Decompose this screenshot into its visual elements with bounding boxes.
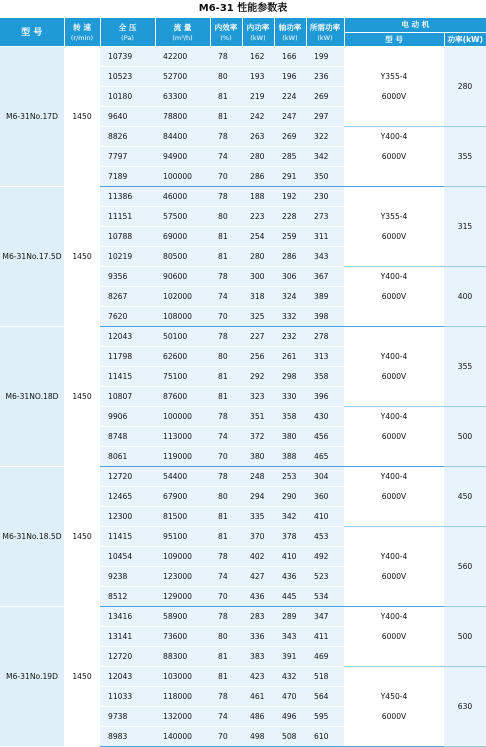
- cell-pressure: 7189: [100, 166, 155, 186]
- cell-inner-power: 436: [242, 586, 274, 606]
- cell-inner-efficiency: 70: [210, 446, 242, 466]
- cell-inner-power: 294: [242, 486, 274, 506]
- cell-required-power: 534: [306, 586, 344, 606]
- cell-flow: 109000: [155, 546, 210, 566]
- cell-inner-efficiency: 74: [210, 426, 242, 446]
- cell-required-power: 396: [306, 386, 344, 406]
- cell-pressure: 8061: [100, 446, 155, 466]
- cell-inner-efficiency: 74: [210, 566, 242, 586]
- cell-inner-efficiency: 81: [210, 246, 242, 266]
- cell-inner-power: 242: [242, 106, 274, 126]
- cell-shaft-power: 445: [274, 586, 306, 606]
- cell-motor-model: 6000V: [344, 486, 444, 506]
- cell-pressure: 12043: [100, 666, 155, 686]
- header-speed: 转 速 (r/min): [64, 18, 100, 46]
- cell-required-power: 199: [306, 46, 344, 66]
- cell-pressure: 11415: [100, 526, 155, 546]
- cell-shaft-power: 291: [274, 166, 306, 186]
- cell-inner-power: 188: [242, 186, 274, 206]
- cell-inner-efficiency: 78: [210, 466, 242, 486]
- cell-flow: 103000: [155, 666, 210, 686]
- cell-inner-power: 263: [242, 126, 274, 146]
- cell-required-power: 273: [306, 206, 344, 226]
- row-speed: 1450: [64, 186, 100, 326]
- cell-flow: 81500: [155, 506, 210, 526]
- cell-shaft-power: 298: [274, 366, 306, 386]
- cell-motor-model: [344, 506, 444, 526]
- cell-inner-efficiency: 78: [210, 266, 242, 286]
- row-speed: 1450: [64, 326, 100, 466]
- cell-shaft-power: 378: [274, 526, 306, 546]
- cell-inner-efficiency: 80: [210, 486, 242, 506]
- cell-inner-power: 383: [242, 646, 274, 666]
- cell-inner-efficiency: 81: [210, 226, 242, 246]
- cell-motor-model: Y450-4: [344, 686, 444, 706]
- table-row: [0, 326, 486, 346]
- cell-inner-power: 292: [242, 366, 274, 386]
- cell-motor-model: [344, 166, 444, 186]
- cell-motor-power: 400: [444, 266, 486, 326]
- cell-flow: 52700: [155, 66, 210, 86]
- cell-required-power: 230: [306, 186, 344, 206]
- cell-pressure: 7620: [100, 306, 155, 326]
- cell-pressure: 9238: [100, 566, 155, 586]
- cell-flow: 87600: [155, 386, 210, 406]
- cell-motor-model: [344, 446, 444, 466]
- cell-motor-power: 500: [444, 406, 486, 466]
- cell-motor-model: [344, 46, 444, 66]
- cell-inner-efficiency: 81: [210, 386, 242, 406]
- cell-shaft-power: 496: [274, 706, 306, 726]
- cell-flow: 132000: [155, 706, 210, 726]
- cell-inner-efficiency: 78: [210, 46, 242, 66]
- cell-inner-efficiency: 70: [210, 726, 242, 746]
- cell-pressure: 12465: [100, 486, 155, 506]
- cell-pressure: 8748: [100, 426, 155, 446]
- cell-flow: 62600: [155, 346, 210, 366]
- cell-inner-efficiency: 81: [210, 506, 242, 526]
- row-model-name: M6-31No.19D: [0, 606, 64, 746]
- cell-pressure: 9356: [100, 266, 155, 286]
- header-required-power: 所需功率 (kW): [306, 18, 344, 46]
- cell-flow: 67900: [155, 486, 210, 506]
- cell-inner-power: 227: [242, 326, 274, 346]
- cell-motor-model: Y400-4: [344, 546, 444, 566]
- cell-shaft-power: 432: [274, 666, 306, 686]
- cell-inner-power: 486: [242, 706, 274, 726]
- cell-pressure: 8512: [100, 586, 155, 606]
- cell-shaft-power: 306: [274, 266, 306, 286]
- cell-flow: 123000: [155, 566, 210, 586]
- cell-shaft-power: 410: [274, 546, 306, 566]
- row-model-name: M6-31No.18.5D: [0, 466, 64, 606]
- table-title: M6-31 性能参数表: [198, 3, 288, 14]
- cell-motor-power: 355: [444, 126, 486, 186]
- cell-flow: 129000: [155, 586, 210, 606]
- cell-inner-power: 162: [242, 46, 274, 66]
- cell-shaft-power: 380: [274, 426, 306, 446]
- cell-inner-efficiency: 80: [210, 626, 242, 646]
- cell-flow: 73600: [155, 626, 210, 646]
- header-inner-power: 内功率 (kW): [242, 18, 274, 46]
- cell-inner-efficiency: 81: [210, 106, 242, 126]
- cell-inner-power: 402: [242, 546, 274, 566]
- cell-inner-power: 193: [242, 66, 274, 86]
- cell-flow: 42200: [155, 46, 210, 66]
- cell-motor-power: 315: [444, 186, 486, 266]
- cell-shaft-power: 391: [274, 646, 306, 666]
- header-motor-model: 型 号: [344, 32, 444, 46]
- cell-inner-power: 219: [242, 86, 274, 106]
- cell-flow: 108000: [155, 306, 210, 326]
- cell-flow: 46000: [155, 186, 210, 206]
- table-row: [0, 186, 486, 206]
- cell-motor-model: [344, 186, 444, 206]
- cell-shaft-power: 269: [274, 126, 306, 146]
- cell-pressure: 11415: [100, 366, 155, 386]
- cell-flow: 80500: [155, 246, 210, 266]
- cell-flow: 54400: [155, 466, 210, 486]
- cell-required-power: 304: [306, 466, 344, 486]
- cell-motor-model: Y355-4: [344, 66, 444, 86]
- table-row: [0, 46, 486, 66]
- cell-inner-power: 372: [242, 426, 274, 446]
- cell-inner-power: 283: [242, 606, 274, 626]
- cell-shaft-power: 253: [274, 466, 306, 486]
- cell-inner-power: 280: [242, 146, 274, 166]
- cell-inner-efficiency: 78: [210, 126, 242, 146]
- cell-required-power: 278: [306, 326, 344, 346]
- cell-required-power: 358: [306, 366, 344, 386]
- cell-motor-model: [344, 726, 444, 746]
- cell-shaft-power: 508: [274, 726, 306, 746]
- cell-required-power: 469: [306, 646, 344, 666]
- cell-flow: 58900: [155, 606, 210, 626]
- header-shaft-power: 轴功率 (kW): [274, 18, 306, 46]
- cell-pressure: 10523: [100, 66, 155, 86]
- cell-inner-efficiency: 78: [210, 326, 242, 346]
- cell-motor-model: 6000V: [344, 86, 444, 106]
- cell-required-power: 518: [306, 666, 344, 686]
- cell-flow: 88300: [155, 646, 210, 666]
- cell-motor-model: 6000V: [344, 706, 444, 726]
- cell-motor-power: 355: [444, 326, 486, 406]
- cell-shaft-power: 261: [274, 346, 306, 366]
- cell-required-power: 311: [306, 226, 344, 246]
- cell-pressure: 12720: [100, 646, 155, 666]
- cell-flow: 102000: [155, 286, 210, 306]
- cell-pressure: 9640: [100, 106, 155, 126]
- cell-shaft-power: 286: [274, 246, 306, 266]
- cell-required-power: 398: [306, 306, 344, 326]
- performance-table: [0, 18, 486, 747]
- cell-inner-efficiency: 81: [210, 666, 242, 686]
- cell-pressure: 7797: [100, 146, 155, 166]
- cell-pressure: 13141: [100, 626, 155, 646]
- cell-inner-efficiency: 78: [210, 686, 242, 706]
- cell-shaft-power: 192: [274, 186, 306, 206]
- cell-motor-model: 6000V: [344, 286, 444, 306]
- cell-pressure: 10739: [100, 46, 155, 66]
- cell-inner-efficiency: 70: [210, 586, 242, 606]
- cell-motor-model: [344, 246, 444, 266]
- cell-inner-power: 370: [242, 526, 274, 546]
- cell-pressure: 10788: [100, 226, 155, 246]
- cell-pressure: 13416: [100, 606, 155, 626]
- cell-motor-model: Y400-4: [344, 126, 444, 146]
- cell-inner-efficiency: 70: [210, 306, 242, 326]
- cell-motor-model: Y400-4: [344, 606, 444, 626]
- cell-shaft-power: 470: [274, 686, 306, 706]
- table-row: [0, 466, 486, 486]
- cell-shaft-power: 232: [274, 326, 306, 346]
- cell-flow: 100000: [155, 166, 210, 186]
- header-pressure: 全 压 (Pa): [100, 18, 155, 46]
- cell-shaft-power: 228: [274, 206, 306, 226]
- header-motor-power: 功率(kW): [444, 32, 486, 46]
- cell-shaft-power: 332: [274, 306, 306, 326]
- cell-inner-efficiency: 70: [210, 166, 242, 186]
- cell-inner-power: 248: [242, 466, 274, 486]
- cell-inner-power: 423: [242, 666, 274, 686]
- cell-flow: 140000: [155, 726, 210, 746]
- cell-shaft-power: 324: [274, 286, 306, 306]
- cell-required-power: 465: [306, 446, 344, 466]
- cell-motor-model: [344, 586, 444, 606]
- cell-motor-model: Y400-4: [344, 346, 444, 366]
- cell-required-power: 564: [306, 686, 344, 706]
- cell-required-power: 322: [306, 126, 344, 146]
- cell-motor-model: [344, 526, 444, 546]
- cell-motor-model: [344, 386, 444, 406]
- cell-flow: 75100: [155, 366, 210, 386]
- header-inner-efficiency: 内效率 (%): [210, 18, 242, 46]
- cell-flow: 95100: [155, 526, 210, 546]
- cell-motor-power: 560: [444, 526, 486, 606]
- cell-pressure: 10219: [100, 246, 155, 266]
- cell-inner-power: 461: [242, 686, 274, 706]
- cell-pressure: 8983: [100, 726, 155, 746]
- cell-inner-power: 336: [242, 626, 274, 646]
- cell-motor-model: [344, 326, 444, 346]
- cell-required-power: 430: [306, 406, 344, 426]
- cell-inner-power: 280: [242, 246, 274, 266]
- row-speed: 1450: [64, 46, 100, 186]
- cell-inner-efficiency: 74: [210, 146, 242, 166]
- cell-inner-efficiency: 80: [210, 66, 242, 86]
- cell-pressure: 9906: [100, 406, 155, 426]
- cell-pressure: 12720: [100, 466, 155, 486]
- cell-inner-power: 254: [242, 226, 274, 246]
- cell-flow: 69000: [155, 226, 210, 246]
- cell-shaft-power: 166: [274, 46, 306, 66]
- cell-motor-model: Y400-4: [344, 406, 444, 426]
- cell-pressure: 10454: [100, 546, 155, 566]
- cell-pressure: 11798: [100, 346, 155, 366]
- cell-inner-power: 223: [242, 206, 274, 226]
- cell-inner-efficiency: 80: [210, 206, 242, 226]
- cell-inner-power: 286: [242, 166, 274, 186]
- cell-required-power: 347: [306, 606, 344, 626]
- cell-shaft-power: 247: [274, 106, 306, 126]
- cell-shaft-power: 285: [274, 146, 306, 166]
- cell-required-power: 453: [306, 526, 344, 546]
- cell-shaft-power: 259: [274, 226, 306, 246]
- cell-motor-model: Y400-4: [344, 466, 444, 486]
- cell-shaft-power: 330: [274, 386, 306, 406]
- cell-pressure: 12300: [100, 506, 155, 526]
- cell-flow: 57500: [155, 206, 210, 226]
- cell-inner-efficiency: 81: [210, 366, 242, 386]
- cell-inner-power: 325: [242, 306, 274, 326]
- cell-flow: 94900: [155, 146, 210, 166]
- cell-shaft-power: 224: [274, 86, 306, 106]
- cell-inner-power: 380: [242, 446, 274, 466]
- cell-pressure: 8826: [100, 126, 155, 146]
- cell-inner-power: 256: [242, 346, 274, 366]
- cell-pressure: 11033: [100, 686, 155, 706]
- cell-motor-model: 6000V: [344, 366, 444, 386]
- cell-inner-power: 427: [242, 566, 274, 586]
- cell-shaft-power: 358: [274, 406, 306, 426]
- cell-required-power: 367: [306, 266, 344, 286]
- cell-inner-efficiency: 81: [210, 86, 242, 106]
- cell-motor-model: 6000V: [344, 626, 444, 646]
- cell-inner-power: 498: [242, 726, 274, 746]
- cell-required-power: 523: [306, 566, 344, 586]
- cell-required-power: 297: [306, 106, 344, 126]
- cell-inner-power: 351: [242, 406, 274, 426]
- cell-required-power: 269: [306, 86, 344, 106]
- header-motor: 电 动 机: [344, 18, 486, 32]
- cell-motor-model: [344, 646, 444, 666]
- cell-inner-efficiency: 81: [210, 646, 242, 666]
- cell-required-power: 350: [306, 166, 344, 186]
- cell-required-power: 595: [306, 706, 344, 726]
- cell-shaft-power: 290: [274, 486, 306, 506]
- cell-required-power: 610: [306, 726, 344, 746]
- cell-motor-model: [344, 106, 444, 126]
- cell-shaft-power: 196: [274, 66, 306, 86]
- cell-motor-power: 630: [444, 666, 486, 746]
- cell-inner-power: 335: [242, 506, 274, 526]
- row-model-name: M6-31No.17.5D: [0, 186, 64, 326]
- cell-motor-model: [344, 306, 444, 326]
- cell-motor-power: 450: [444, 466, 486, 526]
- cell-required-power: 492: [306, 546, 344, 566]
- table-row: [0, 606, 486, 626]
- row-model-name: M6-31No.17D: [0, 46, 64, 186]
- table-body: [0, 46, 486, 746]
- cell-pressure: 11151: [100, 206, 155, 226]
- cell-flow: 119000: [155, 446, 210, 466]
- cell-motor-model: Y400-4: [344, 266, 444, 286]
- cell-inner-efficiency: 81: [210, 526, 242, 546]
- cell-required-power: 411: [306, 626, 344, 646]
- cell-motor-model: 6000V: [344, 566, 444, 586]
- cell-pressure: 9738: [100, 706, 155, 726]
- cell-required-power: 360: [306, 486, 344, 506]
- cell-inner-efficiency: 78: [210, 406, 242, 426]
- cell-required-power: 236: [306, 66, 344, 86]
- cell-inner-efficiency: 78: [210, 546, 242, 566]
- cell-motor-model: 6000V: [344, 226, 444, 246]
- cell-inner-efficiency: 78: [210, 186, 242, 206]
- cell-motor-model: [344, 666, 444, 686]
- cell-inner-efficiency: 80: [210, 346, 242, 366]
- cell-motor-power: 280: [444, 46, 486, 126]
- cell-inner-power: 323: [242, 386, 274, 406]
- cell-motor-model: 6000V: [344, 146, 444, 166]
- cell-shaft-power: 343: [274, 626, 306, 646]
- cell-pressure: 10807: [100, 386, 155, 406]
- cell-inner-power: 318: [242, 286, 274, 306]
- cell-required-power: 313: [306, 346, 344, 366]
- cell-pressure: 12043: [100, 326, 155, 346]
- cell-pressure: 10180: [100, 86, 155, 106]
- cell-inner-efficiency: 74: [210, 286, 242, 306]
- cell-shaft-power: 289: [274, 606, 306, 626]
- row-speed: 1450: [64, 606, 100, 746]
- cell-flow: 84400: [155, 126, 210, 146]
- cell-motor-model: Y355-4: [344, 206, 444, 226]
- cell-pressure: 11386: [100, 186, 155, 206]
- cell-flow: 63300: [155, 86, 210, 106]
- cell-flow: 50100: [155, 326, 210, 346]
- row-speed: 1450: [64, 466, 100, 606]
- cell-flow: 90600: [155, 266, 210, 286]
- cell-required-power: 410: [306, 506, 344, 526]
- cell-required-power: 389: [306, 286, 344, 306]
- cell-shaft-power: 436: [274, 566, 306, 586]
- cell-motor-model: 6000V: [344, 426, 444, 446]
- cell-motor-power: 500: [444, 606, 486, 666]
- cell-inner-power: 300: [242, 266, 274, 286]
- cell-inner-efficiency: 74: [210, 706, 242, 726]
- cell-shaft-power: 342: [274, 506, 306, 526]
- cell-flow: 118000: [155, 686, 210, 706]
- cell-shaft-power: 388: [274, 446, 306, 466]
- cell-required-power: 342: [306, 146, 344, 166]
- cell-inner-efficiency: 78: [210, 606, 242, 626]
- row-model-name: M6-31NO.18D: [0, 326, 64, 466]
- cell-flow: 100000: [155, 406, 210, 426]
- cell-flow: 113000: [155, 426, 210, 446]
- header-flow: 流 量 (m³/h): [155, 18, 210, 46]
- cell-required-power: 456: [306, 426, 344, 446]
- header-model: 型 号: [0, 18, 64, 46]
- cell-pressure: 8267: [100, 286, 155, 306]
- cell-flow: 78800: [155, 106, 210, 126]
- cell-required-power: 343: [306, 246, 344, 266]
